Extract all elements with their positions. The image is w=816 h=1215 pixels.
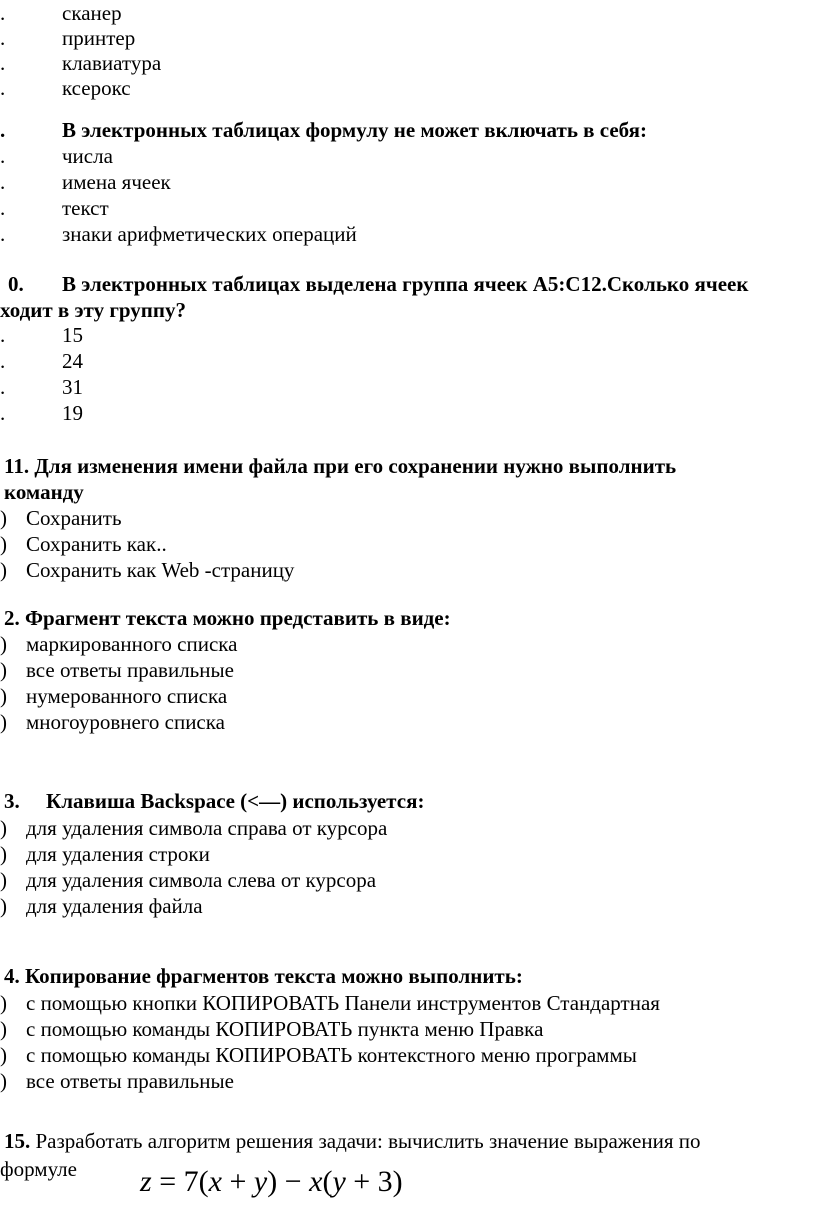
question-title: 2. Фрагмент текста можно представить в виде: (4, 606, 451, 630)
question-title: Клавиша Backspace (<—) используется: (46, 789, 425, 813)
list-item: 19 (62, 401, 83, 425)
list-item: все ответы правильные (26, 658, 234, 682)
math-formula (140, 1165, 403, 1199)
list-item: для удаления строки (26, 842, 210, 866)
list-item: нумерованного списка (26, 684, 228, 708)
list-item: для удаления файла (26, 894, 203, 918)
question-number: 15. (4, 1129, 31, 1153)
list-item: с помощью команды КОПИРОВАТЬ контекстного меню программы (26, 1043, 637, 1067)
list-marker: . (0, 170, 6, 194)
list-item: для удаления символа справа от курсора (26, 816, 388, 840)
list-marker: ) (0, 532, 7, 556)
formula-paren: ( (322, 1165, 333, 1198)
formula-var-y: y (332, 1165, 346, 1198)
list-item: Сохранить как.. (26, 532, 167, 556)
list-marker: ) (0, 894, 7, 918)
list-item: текст (62, 196, 109, 220)
question-number: 0. (8, 272, 24, 296)
list-item: с помощью команды КОПИРОВАТЬ пункта меню Правка (26, 1017, 544, 1041)
list-item: многоуровнего списка (26, 710, 225, 734)
list-marker: . (0, 349, 6, 373)
list-item: все ответы правильные (26, 1069, 234, 1093)
list-marker: ) (0, 632, 7, 656)
formula-tail: + 3) (345, 1165, 403, 1198)
list-marker: ) (0, 558, 7, 582)
list-marker: ) (0, 868, 7, 892)
list-item: 31 (62, 375, 83, 399)
list-item: ксерокс (62, 76, 131, 100)
list-item: 24 (62, 349, 83, 373)
list-item: маркированного списка (26, 632, 238, 656)
list-marker: ) (0, 1043, 7, 1067)
list-marker: ) (0, 710, 7, 734)
question-number: 3. (4, 789, 20, 813)
question-number: . (0, 118, 6, 142)
formula-var-y: y (253, 1165, 268, 1198)
question-text: Разработать алгоритм решения задачи: вычислить значение выражения по (30, 1129, 701, 1153)
formula-plus: + (221, 1165, 254, 1198)
list-marker: . (0, 1, 6, 25)
list-marker: . (0, 323, 6, 347)
list-marker: ) (0, 991, 7, 1015)
list-marker: ) (0, 1069, 7, 1093)
question-title: В электронных таблицах формулу не может включать в себя: (62, 118, 648, 142)
list-marker: ) (0, 816, 7, 840)
question-text-continued: формуле (0, 1157, 77, 1181)
list-item: для удаления символа слева от курсора (26, 868, 377, 892)
list-marker: ) (0, 842, 7, 866)
question-title-continued: ходит в эту группу? (0, 298, 186, 322)
formula-var-x: x (309, 1165, 323, 1198)
list-marker: ) (0, 684, 7, 708)
list-marker: ) (0, 506, 7, 530)
list-marker: . (0, 375, 6, 399)
list-marker: ) (0, 1017, 7, 1041)
list-item: числа (62, 144, 113, 168)
list-item: 15 (62, 323, 83, 347)
question-title: 4. Копирование фрагментов текста можно выполнить: (4, 964, 523, 988)
list-item: с помощью кнопки КОПИРОВАТЬ Панели инструментов Стандартная (26, 991, 660, 1015)
formula-var-z: z (140, 1165, 152, 1198)
list-marker: . (0, 401, 6, 425)
list-item: знаки арифметических операций (62, 222, 357, 246)
list-item: имена ячеек (62, 170, 171, 194)
list-item: Сохранить (26, 506, 122, 530)
list-marker: ) (0, 658, 7, 682)
question-15 (4, 1128, 700, 1154)
question-title: В электронных таблицах выделена группа ячеек A5:C12.Сколько ячеек (62, 272, 749, 296)
list-marker: . (0, 144, 6, 168)
list-marker: . (0, 26, 6, 50)
list-marker: . (0, 51, 6, 75)
list-item: Сохранить как Web -страницу (26, 558, 295, 582)
list-item: клавиатура (62, 51, 162, 75)
list-marker: . (0, 196, 6, 220)
list-item: принтер (62, 26, 136, 50)
list-marker: . (0, 222, 6, 246)
formula-eq: = 7( (151, 1165, 209, 1198)
list-item: сканер (62, 1, 122, 25)
formula-var-x: x (208, 1165, 222, 1198)
question-title-continued: команду (4, 480, 84, 504)
list-marker: . (0, 76, 6, 100)
formula-minus: ) − (267, 1165, 310, 1198)
question-title: 11. Для изменения имени файла при его сохранении нужно выполнить (4, 454, 677, 478)
